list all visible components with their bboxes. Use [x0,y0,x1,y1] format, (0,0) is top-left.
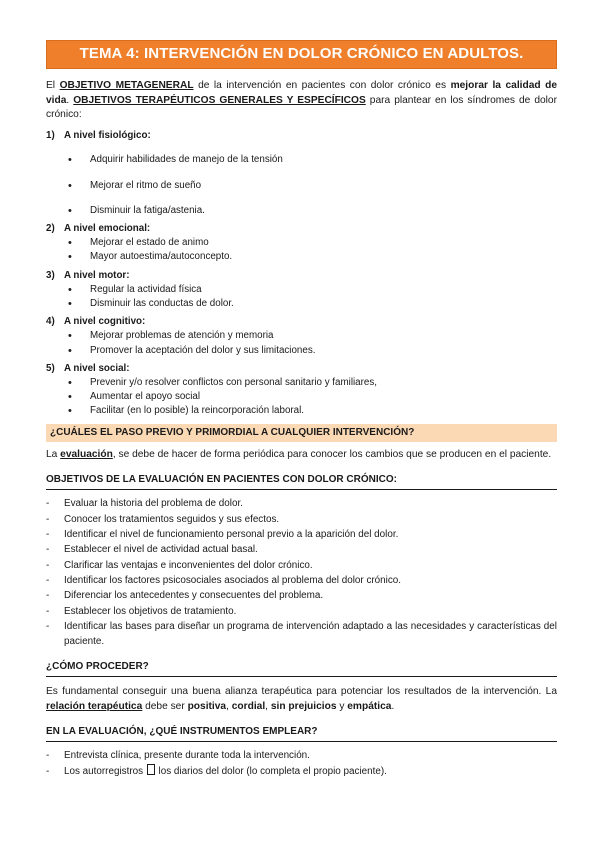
term-positiva: positiva [187,701,227,713]
list-item: - Identificar las bases para diseñar un programa de intervención adaptado a las necesidades y características del paciente. [46,619,557,650]
list-item: - Entrevista clínica, presente durante toda la intervención. [46,748,557,763]
level-number: 5) [46,362,55,374]
intro-text: El [46,79,60,91]
intro-text: para plantear en los síndromes de dolor crónico: [46,94,557,121]
level-label: A nivel fisiológico: [64,130,151,142]
level-number: 1) [46,130,55,142]
term-cordial: cordial [231,701,266,713]
list-item-text: Los autorregistros [64,765,144,777]
list-item [46,764,557,779]
list-item: - Establecer el nivel de actividad actual basal. [46,542,557,557]
paragraph-text: y [336,701,348,713]
intro-text: . [66,94,74,106]
level-heading [46,222,557,236]
intro-text: de la intervención en pacientes con dolor crónico es [193,79,451,91]
list-item: • Facilitar (en lo posible) la reincorporación laboral. [68,404,557,418]
section-heading-como-proceder: ¿CÓMO PROCEDER? [46,660,557,678]
list-item: • Mayor autoestima/autoconcepto. [68,250,557,264]
section-heading-objetivos-evaluacion: OBJETIVOS DE LA EVALUACIÓN EN PACIENTES CON DOLOR CRÓNICO: [46,473,557,491]
missing-glyph-icon [147,764,155,775]
level-label: A nivel social: [64,362,130,374]
list-item: - Conocer los tratamientos seguidos y sus efectos. [46,512,557,527]
paragraph-text: , se debe de hacer de forma periódica para conocer los cambios que se producen en el paciente. [112,449,552,461]
list-item: • Disminuir las conductas de dolor. [68,297,557,311]
evaluacion-paragraph [46,448,557,463]
paragraph-text: , [226,701,232,713]
list-item: • Regular la actividad física [68,283,557,297]
list-item-text: los diarios del dolor (lo completa el propio paciente). [155,765,387,777]
objetivos-terapeuticos: OBJETIVOS TERAPÉUTICOS GENERALES Y ESPECÍFICOS [73,94,366,106]
level-emocional [46,222,557,265]
list-item: - Evaluar la historia del problema de dolor. [46,496,557,511]
paragraph-text: debe ser [142,701,188,713]
list-item: • Promover la aceptación del dolor y sus limitaciones. [68,344,557,358]
level-heading [46,315,557,329]
level-number: 2) [46,222,55,234]
levels-list [46,129,557,418]
list-item: - Establecer los objetivos de tratamiento. [46,604,557,619]
level-number: 4) [46,316,55,328]
list-item: - Identificar los factores psicosociales asociados al problema del dolor crónico. [46,573,557,588]
intro-paragraph [46,79,557,123]
objetivos-evaluacion-list [46,496,557,649]
relacion-terapeutica: relación terapéutica [46,701,143,713]
evaluacion-word: evaluación [60,449,113,461]
paragraph-text: . [391,701,395,713]
mejorar-calidad: mejorar la calidad de vida [46,79,558,106]
list-item: • Prevenir y/o resolver conflictos con personal sanitario y familiares, [68,376,557,390]
level-motor [46,269,557,312]
term-sin-prejuicios: sin prejuicios [270,701,337,713]
list-item: - Identificar el nivel de funcionamiento personal previo a la aparición del dolor. [46,527,557,542]
level-label: A nivel cognitivo: [64,316,146,328]
list-item: • Adquirir habilidades de manejo de la tensión [68,153,557,167]
list-item: • Disminuir la fatiga/astenia. [68,204,557,218]
paragraph-text: , [265,701,271,713]
page-title: TEMA 4: INTERVENCIÓN EN DOLOR CRÓNICO EN ADULTOS. [46,40,557,69]
instrumentos-list [46,748,557,779]
level-cognitivo [46,315,557,358]
section-heading-instrumentos: EN LA EVALUACIÓN, ¿QUÉ INSTRUMENTOS EMPLEAR? [46,725,557,743]
list-item: • Aumentar el apoyo social [68,390,557,404]
level-social [46,362,557,419]
list-item: • Mejorar el ritmo de sueño [68,179,557,193]
list-item: • Mejorar el estado de animo [68,236,557,250]
level-label: A nivel motor: [64,269,130,281]
level-heading [46,269,557,283]
paragraph-text: La [46,449,61,461]
list-item: - Clarificar las ventajas e inconvenientes del dolor crónico. [46,558,557,573]
level-number: 3) [46,269,55,281]
list-item: • Mejorar problemas de atención y memoria [68,329,557,343]
level-heading [46,129,557,143]
objetivo-metageneral: OBJETIVO METAGENERAL [59,79,194,91]
term-empatica: empática [347,701,392,713]
como-paragraph [46,685,557,715]
section-heading-paso-previo: ¿CUÁLES EL PASO PREVIO Y PRIMORDIAL A CUALQUIER INTERVENCIÓN? [46,424,557,443]
level-label: A nivel emocional: [64,222,151,234]
level-fisiologico [46,129,557,218]
list-item: - Diferenciar los antecedentes y consecuentes del problema. [46,588,557,603]
paragraph-text: Es fundamental conseguir una buena alianza terapéutica para potenciar los resultados de la intervención. La [46,686,557,698]
level-heading [46,362,557,376]
